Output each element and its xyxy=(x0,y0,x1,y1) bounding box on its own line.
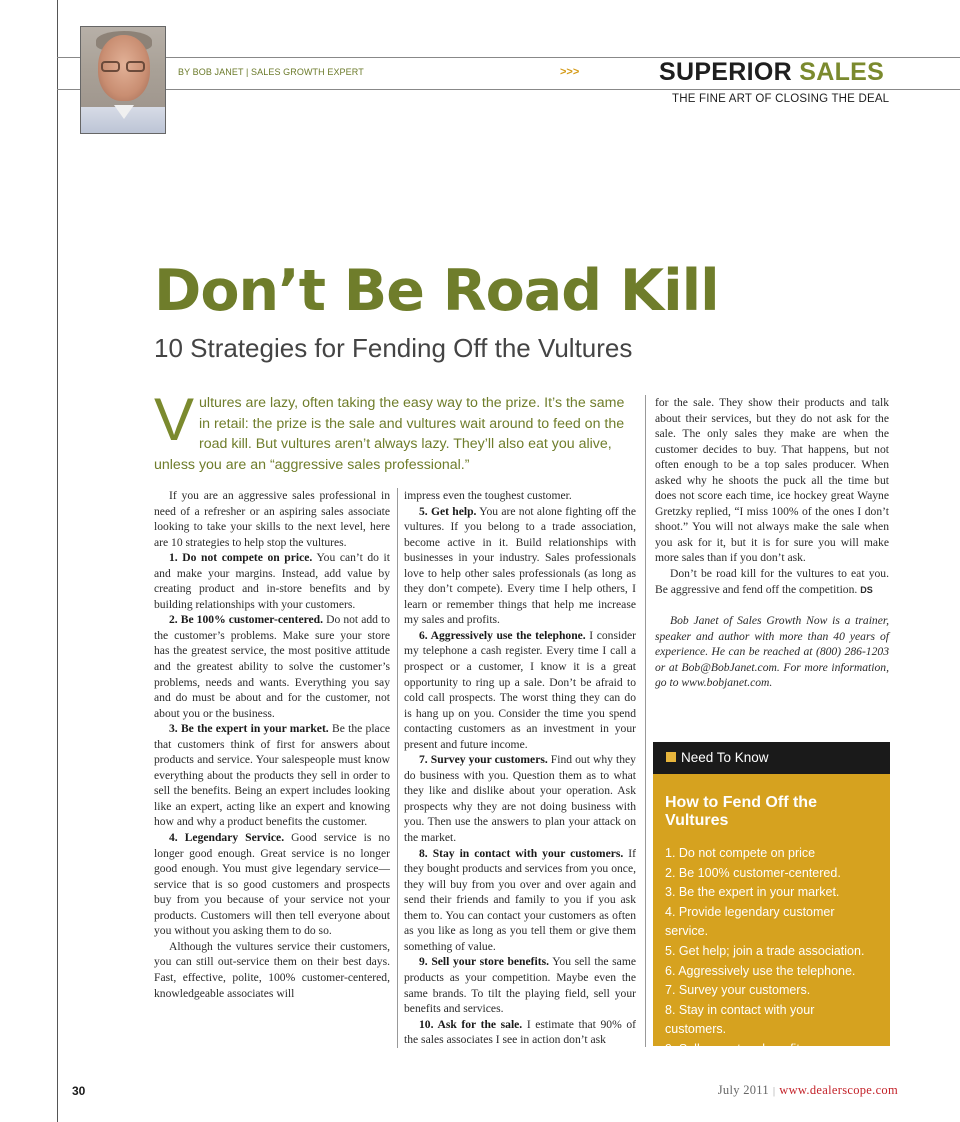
strategy-title: 4. Legendary Service. xyxy=(169,831,285,845)
section-title xyxy=(659,58,884,87)
closing-text: Don’t be road kill for the vultures to eat you. Be aggressive and fend off the competition. xyxy=(655,567,889,596)
article-lede xyxy=(154,386,628,475)
need-to-know-header xyxy=(653,742,890,774)
strategy-text: Do not add to the customer’s problems. Make sure your store has the greatest service, the most positive attitude and the greatest ability to solve the customer’s problems, needs and wants. Everything you say and do must be about and for the customer, not about you or the business. xyxy=(154,613,390,720)
strategy-title: 6. Aggressively use the telephone. xyxy=(419,628,586,642)
list-item: 4. Provide legendary customer service. xyxy=(665,904,835,939)
sidebar-title: How to Fend Off the Vultures xyxy=(665,794,817,829)
list-item: 9. Sell your store benefits. xyxy=(665,1041,810,1056)
closing-paragraph xyxy=(655,566,889,598)
end-mark: DS xyxy=(860,584,873,595)
website-link[interactable]: www.dealerscope.com xyxy=(779,1083,898,1097)
article-subhead: 10 Strategies for Fending Off the Vultures xyxy=(154,333,633,363)
lede-text: ultures are lazy, often taking the easy way to the prize. It’s the same in retail: the prize is the sale and vultures wait around to feed on the road kill. But vultures aren’t always lazy. They’ll also eat you alive, unless you are an “aggressive sales professional.” xyxy=(154,395,625,473)
strategy-paragraph xyxy=(404,628,636,752)
strategy-text: You sell the same products as your competition. Maybe even the same brands. To tilt the playing field, sell your benefits and services. xyxy=(404,955,636,1016)
list-item: 2. Be 100% customer-centered. xyxy=(665,865,841,880)
strategy-title: 10. Ask for the sale. xyxy=(419,1017,523,1031)
footer xyxy=(718,1083,898,1098)
strategy-text: Be the place that customers think of first for answers about products and service. Your salespeople must know everything about the products they sell in order to sell the benefits. Being an expert includes looking like an expert, acting like an expert and knowing how and why a product benefits the customer. xyxy=(154,722,390,829)
column-divider xyxy=(645,395,646,1047)
author-photo xyxy=(80,26,166,134)
article-headline: Don’t Be Road Kill xyxy=(154,258,719,324)
strategy-paragraph xyxy=(154,830,390,939)
list-item: 8. Stay in contact with your customers. xyxy=(665,1002,815,1037)
strategy-paragraph xyxy=(154,550,390,612)
header-bottom-rule xyxy=(57,89,960,90)
strategy-text: I estimate that 90% of the sales associates I see in action don’t ask xyxy=(404,1017,637,1047)
body-paragraph: If you are an aggressive sales professional in need of a refresher or an aspiring sales associate looking to take your skills to the next level, here are 10 strategies to help stop the vultures. xyxy=(154,489,390,549)
section-title-word1: SUPERIOR xyxy=(659,58,792,86)
strategy-paragraph xyxy=(404,846,636,955)
need-to-know-label: Need To Know xyxy=(681,750,769,765)
strategy-text: If they bought products and services from you once, they will buy from you over and over again and send their friends and family to you if you ask them to. You can contact your customers as often as you like as long as you tell them or give them something of value. xyxy=(404,846,636,953)
body-paragraph: Although the vultures service their customers, you can still out-service them on their best days. Fast, effective, polite, 100% customer-centered, knowledgeable associates will xyxy=(154,939,390,1000)
drop-cap: V xyxy=(154,386,195,453)
strategy-paragraph xyxy=(404,752,636,845)
list-item: 1. Do not compete on price xyxy=(665,846,816,860)
strategy-paragraph xyxy=(404,954,636,1016)
list-item: 5. Get help; join a trade association. xyxy=(665,943,865,958)
strategy-paragraph xyxy=(154,721,390,830)
strategy-paragraph xyxy=(404,1017,636,1048)
strategy-text: You can’t do it and make your margins. Instead, add value by creating product and in-store benefits and by building relationships with your customers. xyxy=(154,551,390,611)
square-bullet-icon xyxy=(666,752,676,762)
strategy-title: 5. Get help. xyxy=(419,504,477,518)
strategy-text: I consider my telephone a cash register. Every time I call a prospect or a customer, I know it is a great opportunity to ring up a sale. Don’t be afraid to cold call prospects. The worst thing they can do is hang up on you. Consider the time you spend contacting customers as an investment in your present and future income. xyxy=(404,628,636,751)
body-paragraph: impress even the toughest customer. xyxy=(404,489,572,502)
need-to-know-box xyxy=(653,774,890,1076)
byline: BY BOB JANET | SALES GROWTH EXPERT xyxy=(178,67,364,77)
strategy-title: 2. Be 100% customer-centered. xyxy=(169,613,324,627)
left-margin-rule xyxy=(57,0,58,1122)
strategy-text: Good service is no longer good enough. Great service is no longer good enough. You must give legendary service—service that is so good customers and prospects buy from you because of your service not your products. Customers will then tell everyone about you without you asking them to do so. xyxy=(154,831,390,938)
strategy-title: 3. Be the expert in your market. xyxy=(169,722,329,736)
footer-separator: | xyxy=(772,1086,776,1097)
column-divider xyxy=(397,488,398,1048)
strategy-paragraph xyxy=(154,612,390,721)
strategy-title: 1. Do not compete on price. xyxy=(169,551,313,565)
sidebar-list xyxy=(665,844,878,1079)
page-number: 30 xyxy=(72,1084,86,1098)
body-paragraph: for the sale. They show their products and talk about their services, but they do not ask for the sale. The only sales they make are when the customer decides to buy. That happens, but not often enough to be a top sales producer. When asked why he shoots the puck all the time but does not score each time, ice hockey great Wayne Gretzky replied, “I miss 100% of the ones I don’t shoot.” You will not always make the sale when you ask for it, but it is for sure you will make more sales than if you don’t ask. xyxy=(655,396,889,565)
strategy-paragraph xyxy=(404,504,636,628)
list-item: 10. Ask for the sale. xyxy=(665,1061,775,1076)
issue-date: July 2011 xyxy=(717,1083,769,1097)
strategy-text: Find out why they do business with you. Question them as to what they like and dislike about your operation. Ask prospects why they are not doing business with you. Then use the answers to plan your attack on the market. xyxy=(404,753,636,845)
strategy-text: You are not alone fighting off the vultures. If you belong to a trade association, become active in it. Build relationships with businesses in your industry. Sales professionals love to help other sales professionals (as long as they don’t compete). Every time I help others, I learn or remember things that help me increase my sales and profits. xyxy=(404,504,636,627)
list-item: 3. Be the expert in your market. xyxy=(665,885,840,900)
arrows-glyph: >>> xyxy=(560,66,580,78)
author-bio: Bob Janet of Sales Growth Now is a trainer, speaker and author with more than 40 years of experience. He can be reached at (800) 286-1203 or at Bob@BobJanet.com. For more information, go to www.bobjanet.com. xyxy=(655,614,889,690)
section-subtitle: THE FINE ART OF CLOSING THE DEAL xyxy=(672,93,890,105)
list-item: 6. Aggressively use the telephone. xyxy=(665,963,856,978)
article-column-2 xyxy=(404,488,636,1048)
article-column-1 xyxy=(154,488,390,1001)
section-title-word2: SALES xyxy=(799,58,885,86)
strategy-title: 8. Stay in contact with your customers. xyxy=(419,846,624,860)
strategy-title: 7. Survey your customers. xyxy=(419,753,548,767)
list-item: 7. Survey your customers. xyxy=(665,983,811,998)
article-column-3 xyxy=(655,395,889,691)
strategy-title: 9. Sell your store benefits. xyxy=(419,955,550,969)
